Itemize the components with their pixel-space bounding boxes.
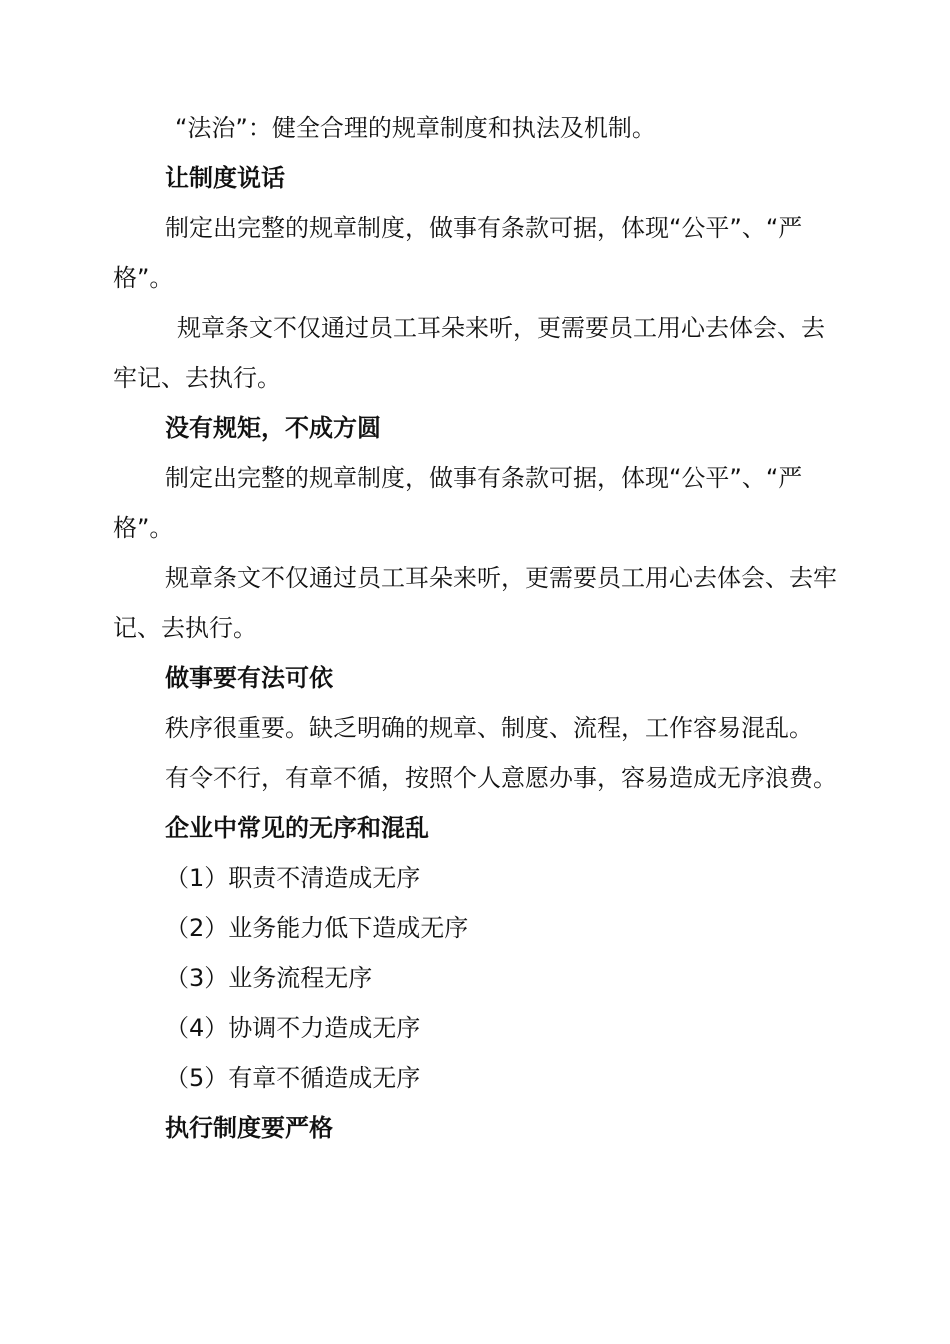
section-heading-law-basis: 做事要有法可依	[165, 664, 333, 692]
intro-paragraph: “法治”：健全合理的规章制度和执法及机制。	[175, 114, 656, 142]
section1-paragraph-1: 制定出完整的规章制度，做事有条款可据，体现“公平”、“严格”。	[113, 214, 803, 292]
section2-paragraph-1: 制定出完整的规章制度，做事有条款可据，体现“公平”、“严格”。	[113, 464, 803, 542]
section1-paragraph-2: 规章条文不仅通过员工耳朵来听，更需要员工用心去体会、去牢记、去执行。	[113, 314, 825, 392]
list-item: （4）协调不力造成无序	[165, 1014, 421, 1042]
section2-paragraph-2: 规章条文不仅通过员工耳朵来听，更需要员工用心去体会、去牢记、去执行。	[113, 564, 837, 642]
section-heading-common-disorder: 企业中常见的无序和混乱	[165, 814, 429, 842]
section-heading-strict-execution: 执行制度要严格	[165, 1114, 333, 1142]
document-page	[113, 103, 839, 1153]
list-item: （2）业务能力低下造成无序	[165, 914, 469, 942]
list-item: （1）职责不清造成无序	[165, 864, 421, 892]
section-heading-no-rules: 没有规矩，不成方圆	[165, 414, 381, 442]
section3-paragraph-1: 秩序很重要。缺乏明确的规章、制度、流程，工作容易混乱。	[165, 714, 813, 742]
section-heading-let-rules-speak: 让制度说话	[165, 164, 285, 192]
section3-paragraph-2: 有令不行，有章不循，按照个人意愿办事，容易造成无序浪费。	[165, 764, 837, 792]
list-item: （5）有章不循造成无序	[165, 1064, 421, 1092]
list-item: （3）业务流程无序	[165, 964, 373, 992]
